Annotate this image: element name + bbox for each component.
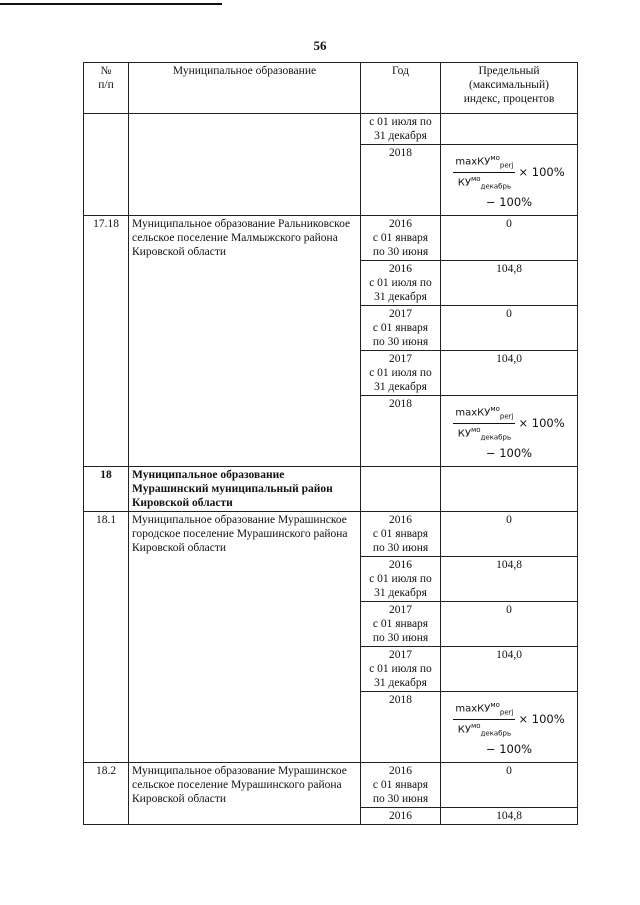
row-index-formula-cell bbox=[441, 692, 578, 763]
row-year-cell: 2016 с 01 января по 30 июня bbox=[361, 512, 441, 557]
row-index-cell: 0 bbox=[441, 216, 578, 261]
header-index: Предельный (максимальный) индекс, процентов bbox=[441, 63, 578, 114]
formula-fraction bbox=[453, 152, 515, 194]
formula-times: × 100% bbox=[518, 712, 565, 727]
row-index-cell: 0 bbox=[441, 763, 578, 808]
row-year-cell bbox=[361, 467, 441, 512]
row-index-formula-cell bbox=[441, 145, 578, 216]
row-mo-cell: Муниципальное образование Мурашинское городское поселение Мурашинского района Кировской области bbox=[129, 512, 361, 763]
row-num-cell: 18.1 bbox=[84, 512, 129, 763]
row-num-cell: 17.18 bbox=[84, 216, 129, 467]
top-rule bbox=[0, 3, 222, 5]
row-year-cell: 2018 bbox=[361, 692, 441, 763]
formula-numerator: maxКУ$^{мо}_{perj}$ bbox=[453, 699, 515, 720]
row-index-cell: 104,0 bbox=[441, 647, 578, 692]
header-num: № п/п bbox=[84, 63, 129, 114]
header-row bbox=[84, 63, 578, 114]
row-index-cell: 104,8 bbox=[441, 261, 578, 306]
row-mo-cell: Муниципальное образование Ральниковское сельское поселение Малмыжского района Кировской области bbox=[129, 216, 361, 467]
header-year: Год bbox=[361, 63, 441, 114]
row-mo-cell: Муниципальное образование Мурашинское сельское поселение Мурашинского района Кировской области bbox=[129, 763, 361, 825]
formula-denominator: $КУ^{мо}_{декабрь}$ bbox=[457, 426, 512, 442]
table-row bbox=[84, 114, 578, 145]
row-year-cell: 2017 с 01 июля по 31 декабря bbox=[361, 351, 441, 396]
row-year-cell: с 01 июля по 31 декабря bbox=[361, 114, 441, 145]
formula-denominator: $КУ^{мо}_{декабрь}$ bbox=[457, 722, 512, 738]
row-index-cell: 104,0 bbox=[441, 351, 578, 396]
table-row bbox=[84, 216, 578, 261]
row-year-cell: 2018 bbox=[361, 145, 441, 216]
row-year-cell: 2017 с 01 января по 30 июня bbox=[361, 602, 441, 647]
formula-numerator: maxКУ$^{мо}_{perj}$ bbox=[453, 403, 515, 424]
row-year-cell: 2016 с 01 января по 30 июня bbox=[361, 763, 441, 808]
formula-denominator: $КУ^{мо}_{декабрь}$ bbox=[457, 175, 512, 191]
row-index-cell bbox=[441, 114, 578, 145]
formula-minus: − 100% bbox=[485, 194, 533, 209]
row-index-cell: 104,8 bbox=[441, 557, 578, 602]
table-row-section bbox=[84, 467, 578, 512]
formula-times: × 100% bbox=[518, 165, 565, 180]
table-row bbox=[84, 512, 578, 557]
row-year-cell: 2016 с 01 июля по 31 декабря bbox=[361, 557, 441, 602]
row-num-cell bbox=[84, 114, 129, 216]
row-mo-cell bbox=[129, 114, 361, 216]
row-year-cell: 2017 с 01 января по 30 июня bbox=[361, 306, 441, 351]
row-year-cell: 2016 с 01 июля по 31 декабря bbox=[361, 261, 441, 306]
formula-minus: − 100% bbox=[485, 445, 533, 460]
row-index-cell: 0 bbox=[441, 512, 578, 557]
formula-minus: − 100% bbox=[485, 741, 533, 756]
page-number: 56 bbox=[313, 38, 327, 53]
row-index-formula-cell bbox=[441, 396, 578, 467]
row-year-cell: 2016 с 01 января по 30 июня bbox=[361, 216, 441, 261]
row-index-cell: 0 bbox=[441, 306, 578, 351]
row-index-cell: 0 bbox=[441, 602, 578, 647]
row-year-cell: 2016 bbox=[361, 808, 441, 825]
row-year-cell: 2018 bbox=[361, 396, 441, 467]
formula-numerator: maxКУ$^{мо}_{perj}$ bbox=[453, 152, 515, 173]
row-index-cell bbox=[441, 467, 578, 512]
row-mo-cell: Муниципальное образование Мурашинский муниципальный район Кировской области bbox=[129, 467, 361, 512]
row-index-cell: 104,8 bbox=[441, 808, 578, 825]
formula-times: × 100% bbox=[518, 416, 565, 431]
row-year-cell: 2017 с 01 июля по 31 декабря bbox=[361, 647, 441, 692]
formula-fraction bbox=[453, 403, 515, 445]
row-num-cell: 18 bbox=[84, 467, 129, 512]
formula-fraction bbox=[453, 699, 515, 741]
row-num-cell: 18.2 bbox=[84, 763, 129, 825]
table-row bbox=[84, 763, 578, 808]
tariff-index-table bbox=[83, 62, 578, 825]
header-mo: Муниципальное образование bbox=[129, 63, 361, 114]
